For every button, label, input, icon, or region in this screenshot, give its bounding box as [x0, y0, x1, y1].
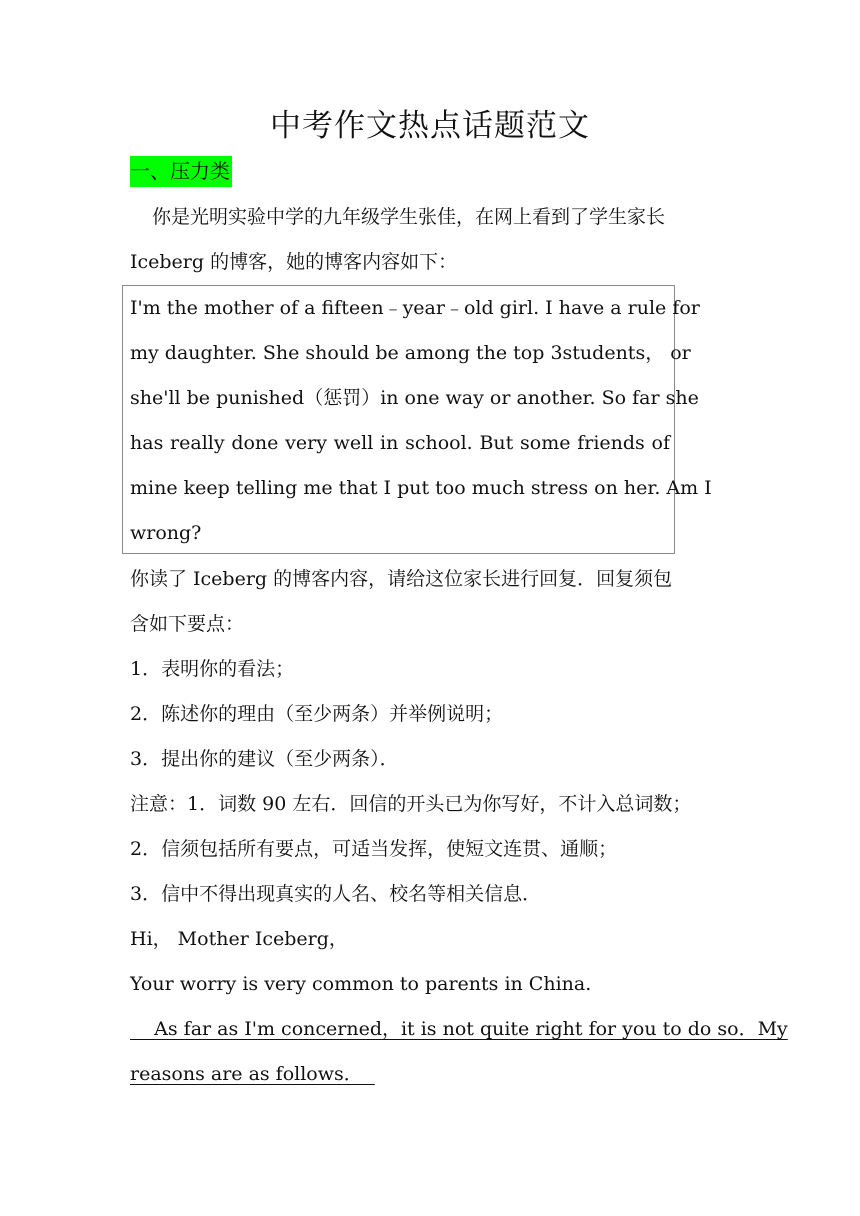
task-line-1: 你读了 Iceberg 的博客内容，请给这位家长进行回复．回复须包 [130, 568, 673, 590]
blog-line-5: mine keep telling me that I put too much stress on her. Am I [130, 477, 712, 499]
point-3: 3．提出你的建议（至少两条）． [130, 748, 399, 770]
intro-line-2: Iceberg 的博客，她的博客内容如下： [130, 251, 458, 273]
blog-line-6: wrong? [130, 522, 202, 544]
blog-line-4: has really done very well in school. But some friends of [130, 432, 670, 454]
letter-opening: Your worry is very common to parents in China. [130, 973, 592, 995]
blog-line-2: my daughter. She should be among the top 3students， or [130, 342, 691, 364]
page-title: 中考作文热点话题范文 [270, 108, 590, 144]
section-heading-highlighted: 一、压力类 [130, 156, 232, 187]
letter-underlined-line-2: reasons are as follows． [130, 1063, 375, 1085]
note-3: 3．信中不得出现真实的人名、校名等相关信息． [130, 883, 542, 905]
point-2: 2．陈述你的理由（至少两条）并举例说明； [130, 703, 504, 725]
blog-content-box [122, 285, 712, 554]
letter-greeting: Hi， Mother Iceberg， [130, 928, 348, 950]
blog-line-1: I'm the mother of a fifteen﹣year﹣old girl. I have a rule for [130, 297, 700, 319]
letter-underlined-line-1: As far as I'm concerned，it is not quite right for you to do so．My [130, 1018, 788, 1040]
note-2: 2．信须包括所有要点，可适当发挥，使短文连贯、通顺； [130, 838, 618, 860]
point-1: 1．表明你的看法； [130, 658, 295, 680]
intro-line-1: 你是光明实验中学的九年级学生张佳，在网上看到了学生家长 [152, 206, 666, 228]
note-1: 注意：1．词数 90 左右．回信的开头已为你写好，不计入总词数； [130, 793, 692, 815]
blog-line-3: she'll be punished（惩罚）in one way or another. So far she [130, 387, 699, 409]
task-line-2: 含如下要点： [130, 613, 245, 635]
